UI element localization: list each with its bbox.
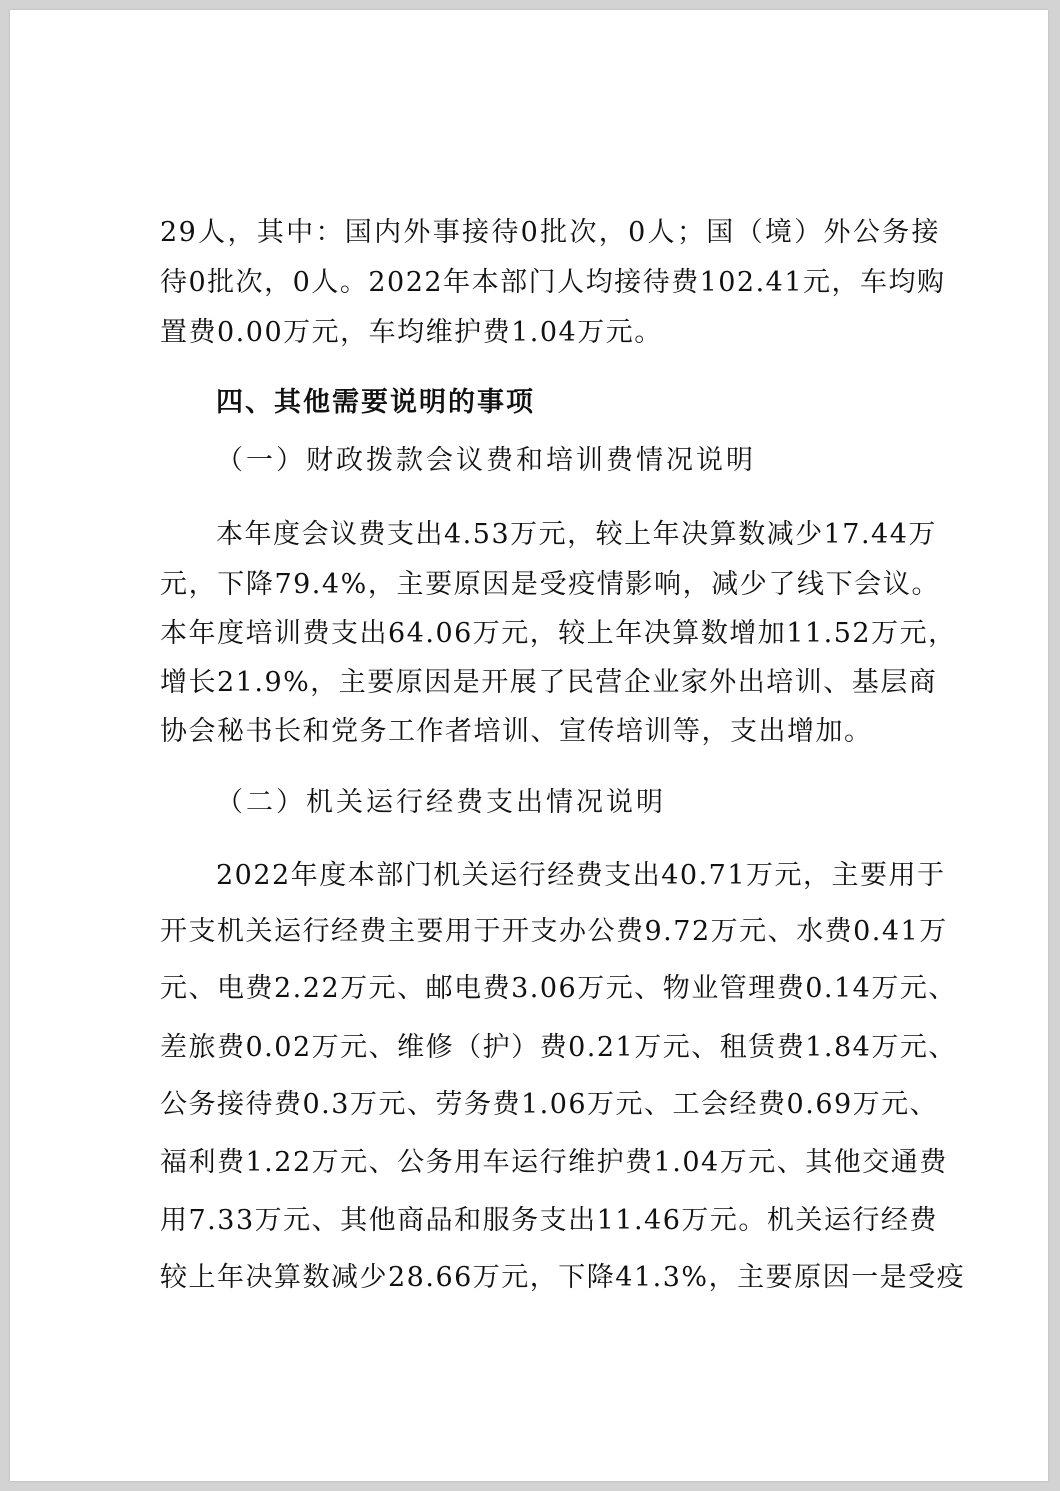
intro-line-2: 待0批次，0人。2022年本部门人均接待费102.41元，车均购 [160, 267, 946, 298]
subsection-2-line-1: 2022年度本部门机关运行经费支出40.71万元，主要用于 [216, 860, 946, 891]
subsection-2-line-5: 公务接待费0.3万元、劳务费1.06万元、工会经费0.69万元、 [160, 1089, 939, 1120]
subsection-1-line-2: 元，下降79.4%，主要原因是受疫情影响，减少了线下会议。 [160, 569, 940, 600]
subsection-2-line-3: 元、电费2.22万元、邮电费3.06万元、物业管理费0.14万元、 [160, 973, 957, 1004]
subsection-2-heading: （二）机关运行经费支出情况说明 [216, 787, 666, 818]
document-page [10, 10, 1048, 1481]
intro-line-1: 29人，其中：国内外事接待0批次，0人；国（境）外公务接 [160, 217, 940, 248]
section-heading: 四、其他需要说明的事项 [216, 387, 535, 418]
subsection-1-line-5: 协会秘书长和党务工作者培训、宣传培训等，支出增加。 [160, 716, 873, 747]
intro-line-3: 置费0.00万元，车均维护费1.04万元。 [160, 317, 663, 348]
subsection-2-line-8: 较上年决算数减少28.66万元，下降41.3%，主要原因一是受疫 [160, 1262, 966, 1293]
subsection-2-line-2: 开支机关运行经费主要用于开支办公费9.72万元、水费0.41万 [160, 916, 948, 947]
subsection-1-line-4: 增长21.9%，主要原因是开展了民营企业家外出培训、基层商 [160, 667, 938, 698]
subsection-2-line-6: 福利费1.22万元、公务用车运行维护费1.04万元、其他交通费 [160, 1147, 948, 1178]
subsection-2-line-7: 用7.33万元、其他商品和服务支出11.46万元。机关运行经费 [160, 1205, 938, 1236]
subsection-1-heading: （一）财政拨款会议费和培训费情况说明 [216, 445, 756, 476]
subsection-2-line-4: 差旅费0.02万元、维修（护）费0.21万元、租赁费1.84万元、 [160, 1032, 957, 1063]
subsection-1-line-1: 本年度会议费支出4.53万元，较上年决算数减少17.44万 [216, 519, 937, 550]
subsection-1-line-3: 本年度培训费支出64.06万元，较上年决算数增加11.52万元， [160, 618, 957, 649]
